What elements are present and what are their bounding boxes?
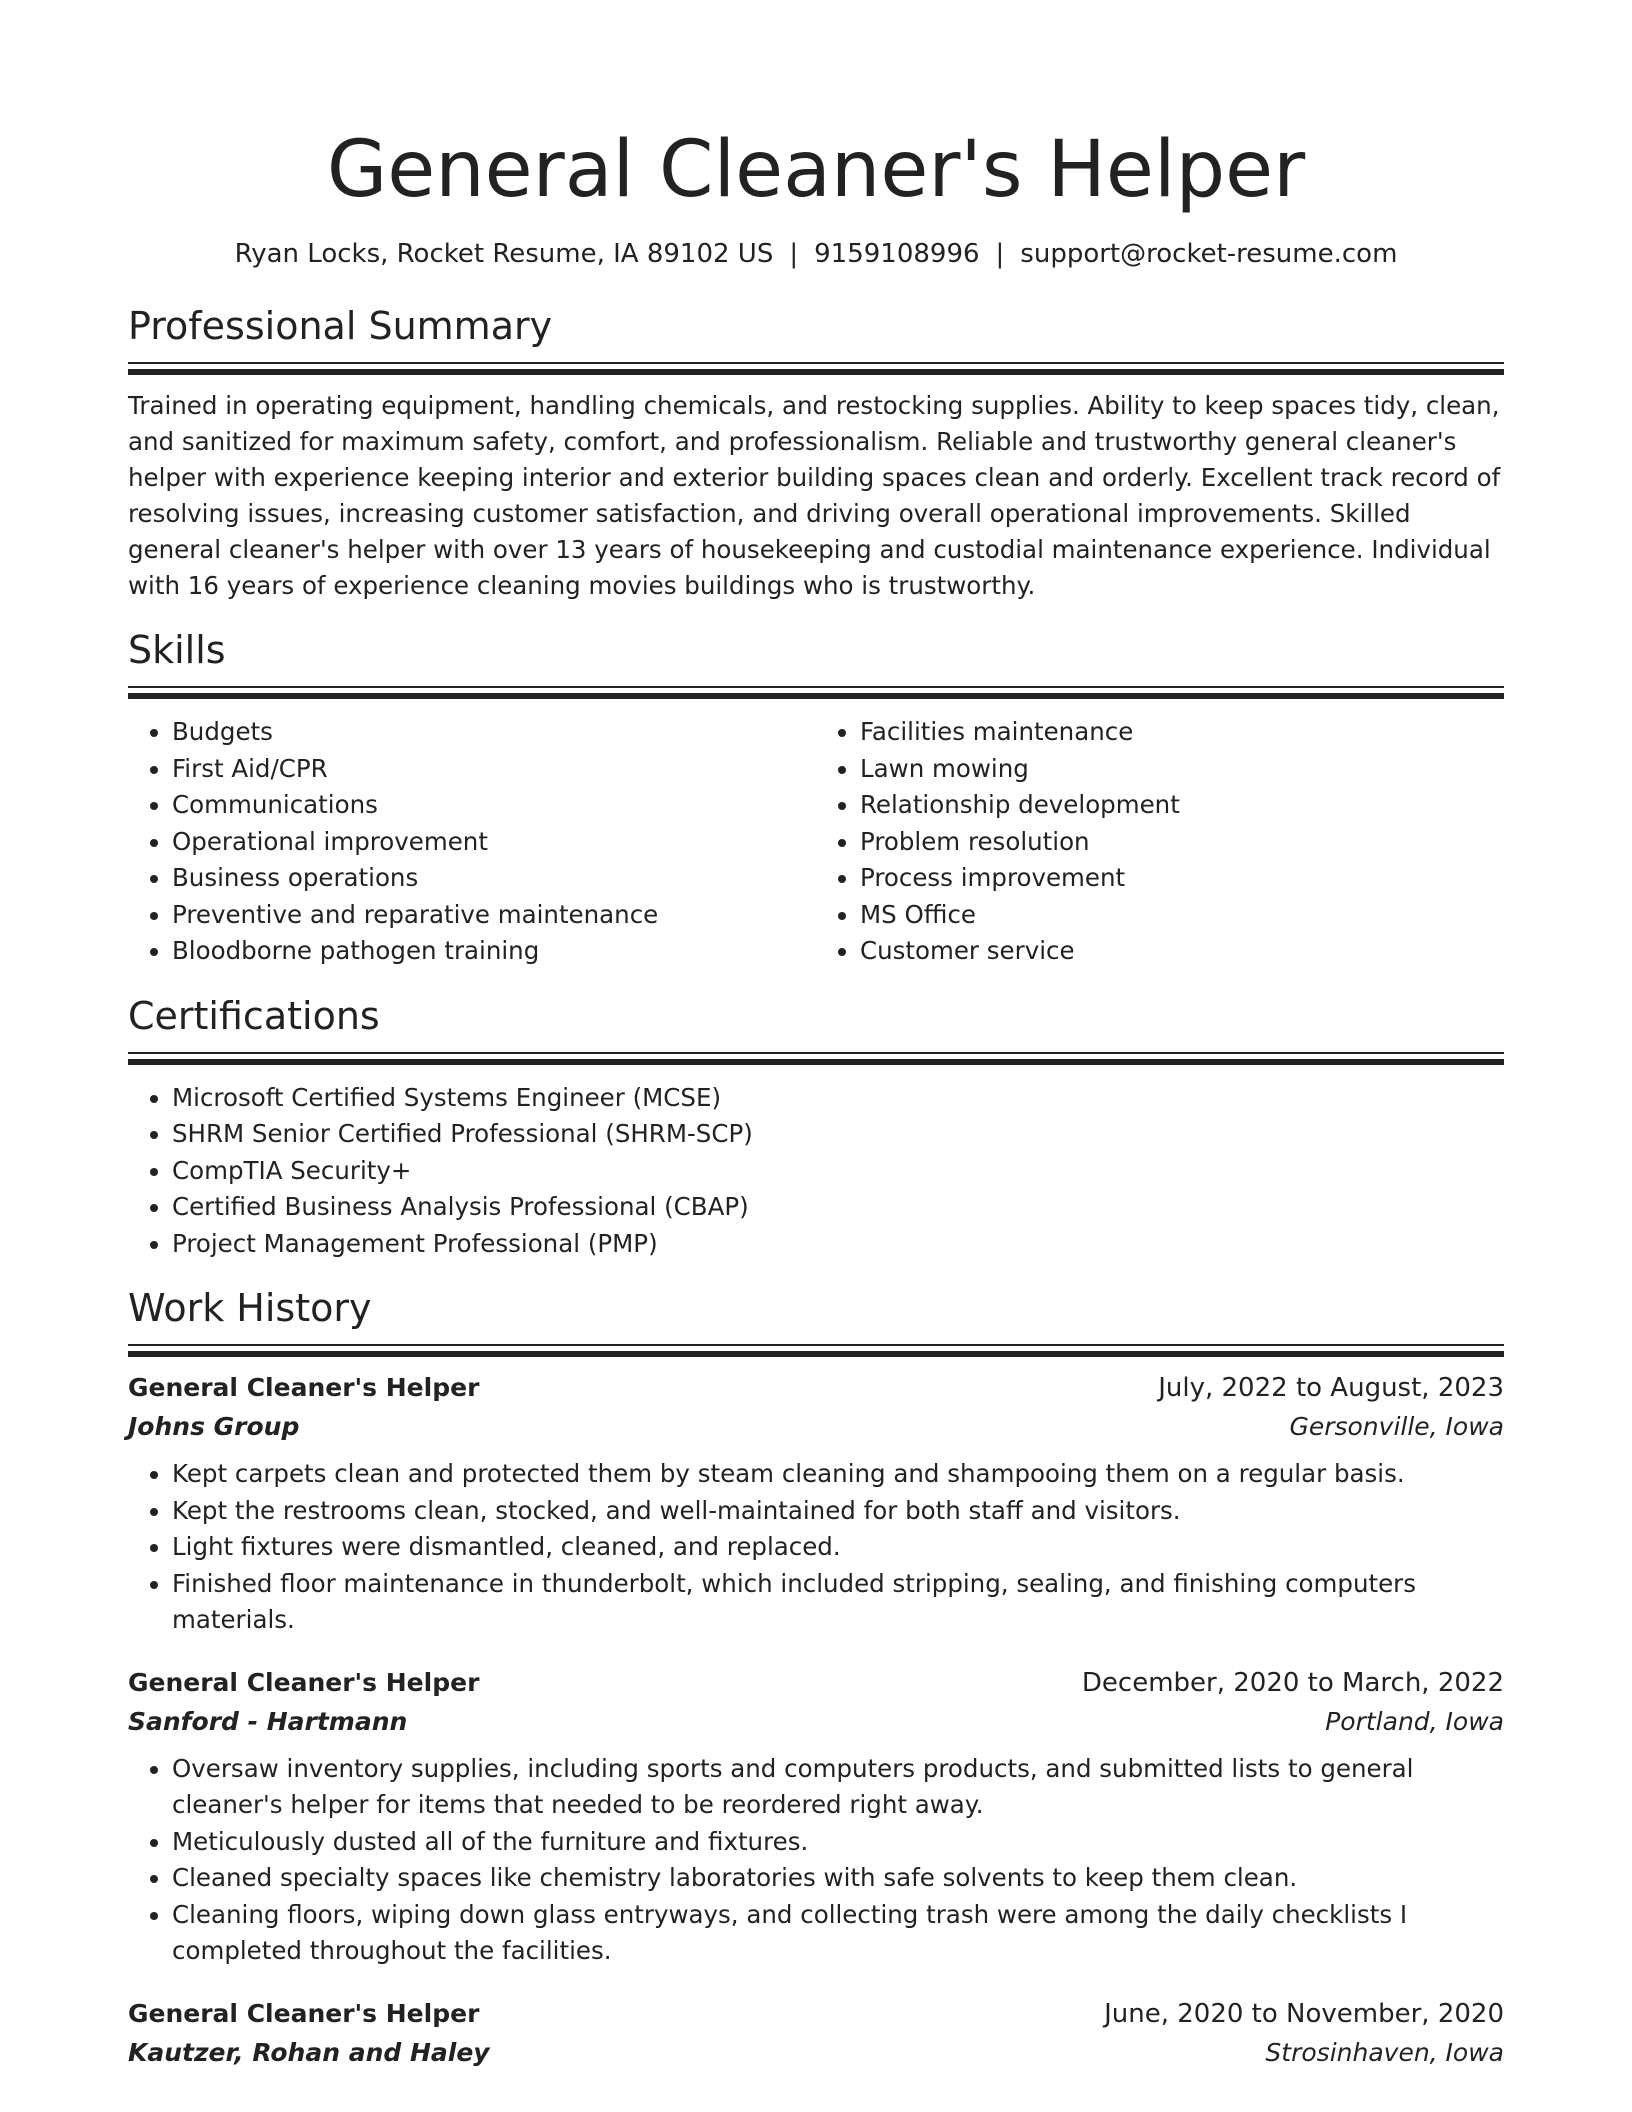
section-divider: [128, 1052, 1504, 1066]
skill-item: • Bloodborne pathogen training: [172, 933, 816, 970]
resume-title: General Cleaner's Helper: [326, 125, 1306, 215]
job-entry: [128, 1368, 1504, 1639]
job-bullets: [128, 1456, 1504, 1639]
job-company-row: [128, 2034, 1504, 2072]
job-bullet: • Kept the restrooms clean, stocked, and well-maintained for both staff and visitors.: [172, 1493, 1504, 1530]
job-bullet: • Cleaned specialty spaces like chemistry laboratories with safe solvents to keep them clean.: [172, 1860, 1504, 1897]
skill-item: • Customer service: [860, 933, 1504, 970]
job-company: Sanford - Hartmann: [128, 1706, 408, 1736]
job-bullet: • Oversaw inventory supplies, including sports and computers products, and submitted lists to general cleaner's helper for items that needed to be reordered right away.: [172, 1751, 1504, 1824]
job-dates: June, 2020 to November, 2020: [1104, 1998, 1504, 2029]
skill-item: • MS Office: [860, 897, 1504, 934]
job-title: General Cleaner's Helper: [128, 1998, 480, 2028]
contact-separator: |: [995, 239, 1005, 269]
contact-line: [128, 236, 1504, 272]
section-divider: [128, 362, 1504, 376]
skills-list-right: [816, 714, 1504, 970]
section-divider: [128, 1344, 1504, 1358]
certification-item: • Project Management Professional (PMP): [172, 1226, 1504, 1263]
skill-item: • Process improvement: [860, 860, 1504, 897]
job-entry: [128, 1663, 1504, 1970]
job-bullet: • Kept carpets clean and protected them by steam cleaning and shampooing them on a regular basis.: [172, 1456, 1504, 1493]
contact-separator: |: [789, 239, 799, 269]
certification-item: • CompTIA Security+: [172, 1153, 1504, 1190]
contact-email[interactable]: support@rocket-resume.com: [1020, 239, 1398, 269]
certifications-heading: Certifications: [128, 993, 380, 1038]
certification-item: • SHRM Senior Certified Professional (SHRM-SCP): [172, 1116, 1504, 1153]
certification-item: • Microsoft Certified Systems Engineer (MCSE): [172, 1080, 1504, 1117]
job-title: General Cleaner's Helper: [128, 1373, 480, 1402]
skill-item: • Lawn mowing: [860, 751, 1504, 788]
job-bullets: [128, 1751, 1504, 1970]
job-title: General Cleaner's Helper: [128, 1667, 480, 1697]
job-entry: [128, 1994, 1504, 2072]
job-location: Strosinhaven, Iowa: [1265, 2037, 1504, 2067]
summary-heading: Professional Summary: [128, 304, 553, 348]
job-company: Kautzer, Rohan and Haley: [128, 2037, 490, 2067]
job-bullet: • Meticulously dusted all of the furniture and fixtures.: [172, 1824, 1504, 1861]
certifications-list: [128, 1080, 1504, 1263]
job-company: Johns Group: [128, 1412, 300, 1441]
skill-item: • Relationship development: [860, 787, 1504, 824]
job-location: Gersonville, Iowa: [1289, 1412, 1504, 1441]
job-bullet: • Finished floor maintenance in thunderbolt, which included stripping, sealing, and finishing computers materials.: [172, 1566, 1504, 1639]
skill-item: • First Aid/CPR: [172, 751, 816, 788]
job-bullet: • Cleaning floors, wiping down glass entryways, and collecting trash were among the daily checklists I completed throughout the facilities.: [172, 1897, 1504, 1970]
skill-item: • Operational improvement: [172, 824, 816, 861]
job-dates: December, 2020 to March, 2022: [1081, 1667, 1504, 1698]
skill-item: • Facilities maintenance: [860, 714, 1504, 751]
job-bullet: • Light fixtures were dismantled, cleaned, and replaced.: [172, 1529, 1504, 1566]
job-location: Portland, Iowa: [1325, 1706, 1504, 1736]
skill-item: • Business operations: [172, 860, 816, 897]
skill-item: • Budgets: [172, 714, 816, 751]
contact-location: Ryan Locks, Rocket Resume, IA 89102 US: [234, 239, 774, 269]
summary-section: [128, 302, 1504, 604]
certification-item: • Certified Business Analysis Professional (CBAP): [172, 1189, 1504, 1226]
job-header-row: [128, 1994, 1504, 2034]
summary-text: Trained in operating equipment, handling chemicals, and restocking supplies. Ability to keep spaces tidy, clean, and sanitized for maximum safety, comfort, and professionalism. Reliable and trustworthy general cleaner's helper with experience keeping interior and exterior building spaces clean and orderly. Excellent track record of resolving issues, increasing customer satisfaction, and driving overall operational improvements. Skilled general cleaner's helper with over 13 years of housekeeping and custodial maintenance experience. Individual with 16 years of experience cleaning movies buildings who is trustworthy.: [128, 391, 1501, 600]
job-dates: July, 2022 to August, 2023: [1158, 1373, 1504, 1403]
contact-phone: 9159108996: [814, 239, 980, 269]
certifications-section: [128, 992, 1504, 1263]
job-company-row: [128, 1703, 1504, 1741]
job-header-row: [128, 1368, 1504, 1408]
job-company-row: [128, 1408, 1504, 1446]
section-divider: [128, 686, 1504, 700]
job-header-row: [128, 1663, 1504, 1703]
skill-item: • Preventive and reparative maintenance: [172, 897, 816, 934]
skills-section: [128, 626, 1504, 970]
skills-heading: Skills: [128, 628, 226, 672]
skills-columns: [128, 714, 1504, 970]
work-history-heading: Work History: [128, 1286, 372, 1330]
work-history-section: [128, 1284, 1504, 2072]
skills-list-left: [128, 714, 816, 970]
skill-item: • Communications: [172, 787, 816, 824]
skill-item: • Problem resolution: [860, 824, 1504, 861]
